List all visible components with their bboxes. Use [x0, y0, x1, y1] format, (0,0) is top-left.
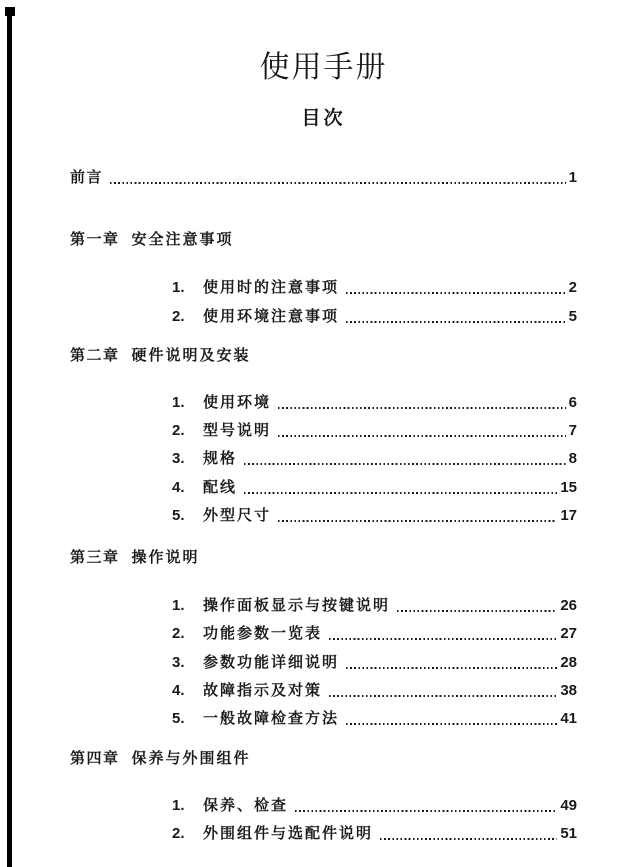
chapter-title: 保养与外围组件: [131, 750, 251, 767]
page-number: 26: [560, 597, 577, 614]
toc-item: [70, 823, 577, 843]
page-number: 38: [560, 682, 577, 699]
toc-item-number: 3.: [172, 450, 185, 467]
chapter-title: 操作说明: [131, 549, 200, 566]
chapter-label: 第二章: [70, 347, 120, 364]
toc-item-number: 1.: [172, 279, 185, 296]
chapter-title: 安全注意事项: [131, 231, 234, 248]
preface-label: 前言: [70, 169, 104, 186]
page-number: 28: [560, 654, 577, 671]
toc-item-title: 外型尺寸: [203, 507, 272, 524]
toc-item: [70, 505, 577, 525]
leader-dots: [346, 667, 557, 669]
page-number: 51: [560, 825, 577, 842]
page-number: 15: [560, 479, 577, 496]
toc-item: [70, 623, 577, 643]
toc-item-title: 操作面板显示与按键说明: [203, 597, 391, 614]
leader-dots: [346, 723, 557, 725]
leader-dots: [110, 182, 566, 184]
leader-dots: [329, 638, 557, 640]
toc-item-title: 保养、检查: [203, 797, 289, 814]
page-number: 2: [568, 279, 577, 296]
chapter-label: 第一章: [70, 231, 120, 248]
toc-item-title: 规格: [203, 450, 238, 467]
leader-dots: [329, 695, 557, 697]
toc-item: [70, 708, 577, 728]
toc-item: [70, 277, 577, 297]
toc-item-number: 5.: [172, 710, 185, 727]
toc-item: [70, 652, 577, 672]
toc-item-title: 参数功能详细说明: [203, 654, 340, 671]
toc-item-number: 5.: [172, 507, 185, 524]
toc-item-title: 使用时的注意事项: [203, 279, 340, 296]
page-number: 5: [568, 308, 577, 325]
leader-dots: [244, 492, 557, 494]
page-number: 41: [560, 710, 577, 727]
page-number: 1: [568, 169, 577, 186]
page-number: 8: [568, 450, 577, 467]
chapter-heading-3: [70, 547, 577, 567]
toc-item: [70, 392, 577, 412]
toc-item-title: 配线: [203, 479, 238, 496]
toc-item-title: 功能参数一览表: [203, 625, 323, 642]
toc-item: [70, 448, 577, 468]
page-number: 27: [560, 625, 577, 642]
toc-item-title: 故障指示及对策: [203, 682, 323, 699]
leader-dots: [346, 292, 566, 294]
toc-item: [70, 595, 577, 615]
toc-item-number: 4.: [172, 479, 185, 496]
toc-item-title: 使用环境注意事项: [203, 308, 340, 325]
toc-item-number: 1.: [172, 797, 185, 814]
toc-heading: 目次: [301, 108, 346, 129]
toc-item-title: 型号说明: [203, 422, 272, 439]
chapter-heading-1: [70, 229, 577, 249]
chapter-heading-4: [70, 748, 577, 768]
toc-item: [70, 420, 577, 440]
page-number: 49: [560, 797, 577, 814]
toc-item-number: 1.: [172, 597, 185, 614]
scan-edge-artifact-nub: [5, 7, 15, 16]
toc-item-title: 外围组件与选配件说明: [203, 825, 374, 842]
toc-item-number: 2.: [172, 625, 185, 642]
chapter-label: 第四章: [70, 750, 120, 767]
toc-item-title: 一般故障检查方法: [203, 710, 340, 727]
document-title: 使用手册: [259, 51, 388, 84]
toc-item-title: 使用环境: [203, 394, 272, 411]
leader-dots: [380, 838, 557, 840]
page-number: 17: [560, 507, 577, 524]
chapter-title: 硬件说明及安装: [131, 347, 251, 364]
toc-item: [70, 680, 577, 700]
toc-entry-preface: [70, 167, 577, 187]
toc-list: [70, 0, 577, 867]
page-number: 6: [568, 394, 577, 411]
chapter-heading-2: [70, 345, 577, 365]
scan-edge-artifact-line: [7, 8, 12, 867]
leader-dots: [346, 321, 566, 323]
toc-item-number: 2.: [172, 825, 185, 842]
toc-item: [70, 795, 577, 815]
leader-dots: [244, 463, 566, 465]
toc-item-number: 3.: [172, 654, 185, 671]
leader-dots: [397, 610, 557, 612]
toc-item-number: 1.: [172, 394, 185, 411]
toc-item-number: 4.: [172, 682, 185, 699]
leader-dots: [295, 810, 557, 812]
page-number: 7: [568, 422, 577, 439]
toc-item: [70, 477, 577, 497]
toc-item-number: 2.: [172, 308, 185, 325]
toc-item: [70, 306, 577, 326]
leader-dots: [278, 435, 566, 437]
leader-dots: [278, 407, 566, 409]
toc-item-number: 2.: [172, 422, 185, 439]
leader-dots: [278, 520, 557, 522]
chapter-label: 第三章: [70, 549, 120, 566]
